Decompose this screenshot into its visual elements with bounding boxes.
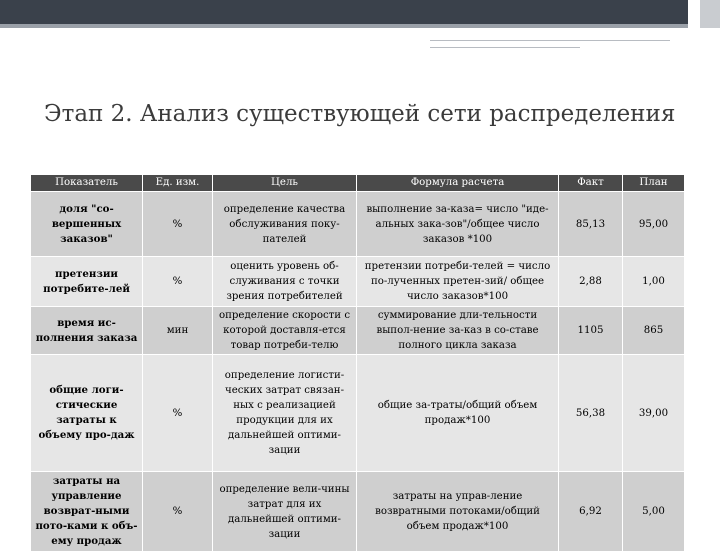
cell-fact: 56,38 [559, 355, 623, 472]
header-goal: Цель [213, 175, 357, 192]
cell-indicator: время ис-полнения заказа [31, 307, 143, 355]
cell-fact: 85,13 [559, 192, 623, 257]
cell-fact: 2,88 [559, 257, 623, 307]
cell-unit: мин [143, 307, 213, 355]
cell-indicator: затраты на управление возврат-ными пото-ками к объ-ему продаж [31, 472, 143, 552]
header-plan: План [623, 175, 685, 192]
cell-goal: определение вели-чины затрат для их дальнейшей оптими-зации [213, 472, 357, 552]
cell-goal: определение логисти-ческих затрат связан-ных с реализацией продукции для их дальнейшей оптими-зации [213, 355, 357, 472]
top-decoration [0, 0, 720, 28]
cell-formula: выполнение за-каза= число "иде-альных зака-зов"/общее число заказов *100 [357, 192, 559, 257]
cell-plan: 865 [623, 307, 685, 355]
top-gray-bar [0, 24, 688, 28]
table-row [31, 307, 685, 355]
cell-plan: 39,00 [623, 355, 685, 472]
table-row [31, 355, 685, 472]
cell-fact: 1105 [559, 307, 623, 355]
cell-indicator: претензии потребите-лей [31, 257, 143, 307]
cell-formula: претензии потреби-телей = число по-лученных претен-зий/ общее число заказов*100 [357, 257, 559, 307]
cell-unit: % [143, 192, 213, 257]
indicators-table [30, 174, 685, 552]
cell-formula: затраты на управ-ление возвратными потоками/общий объем продаж*100 [357, 472, 559, 552]
cell-fact: 6,92 [559, 472, 623, 552]
decor-line [430, 47, 580, 48]
cell-formula: суммирование дли-тельности выпол-нение за-каз в со-ставе полного цикла заказа [357, 307, 559, 355]
cell-unit: % [143, 472, 213, 552]
cell-indicator: доля "со-вершенных заказов" [31, 192, 143, 257]
table-row [31, 192, 685, 257]
cell-plan: 1,00 [623, 257, 685, 307]
header-unit: Ед. изм. [143, 175, 213, 192]
slide-title: Этап 2. Анализ существующей сети распределения [44, 101, 676, 127]
cell-goal: определение качества обслуживания поку-пателей [213, 192, 357, 257]
cell-plan: 5,00 [623, 472, 685, 552]
top-light-block [700, 0, 720, 28]
cell-indicator: общие логи-стические затраты к объему про-даж [31, 355, 143, 472]
cell-formula: общие за-траты/общий объем продаж*100 [357, 355, 559, 472]
header-fact: Факт [559, 175, 623, 192]
header-formula: Формула расчета [357, 175, 559, 192]
cell-unit: % [143, 355, 213, 472]
cell-goal: оценить уровень об-служивания с точки зрения потребителей [213, 257, 357, 307]
top-dark-bar [0, 0, 688, 24]
table-header-row [31, 175, 685, 192]
decor-line [430, 40, 670, 41]
header-indicator: Показатель [31, 175, 143, 192]
cell-plan: 95,00 [623, 192, 685, 257]
cell-unit: % [143, 257, 213, 307]
table-row [31, 257, 685, 307]
cell-goal: определение скорости с которой доставля-ется товар потреби-телю [213, 307, 357, 355]
